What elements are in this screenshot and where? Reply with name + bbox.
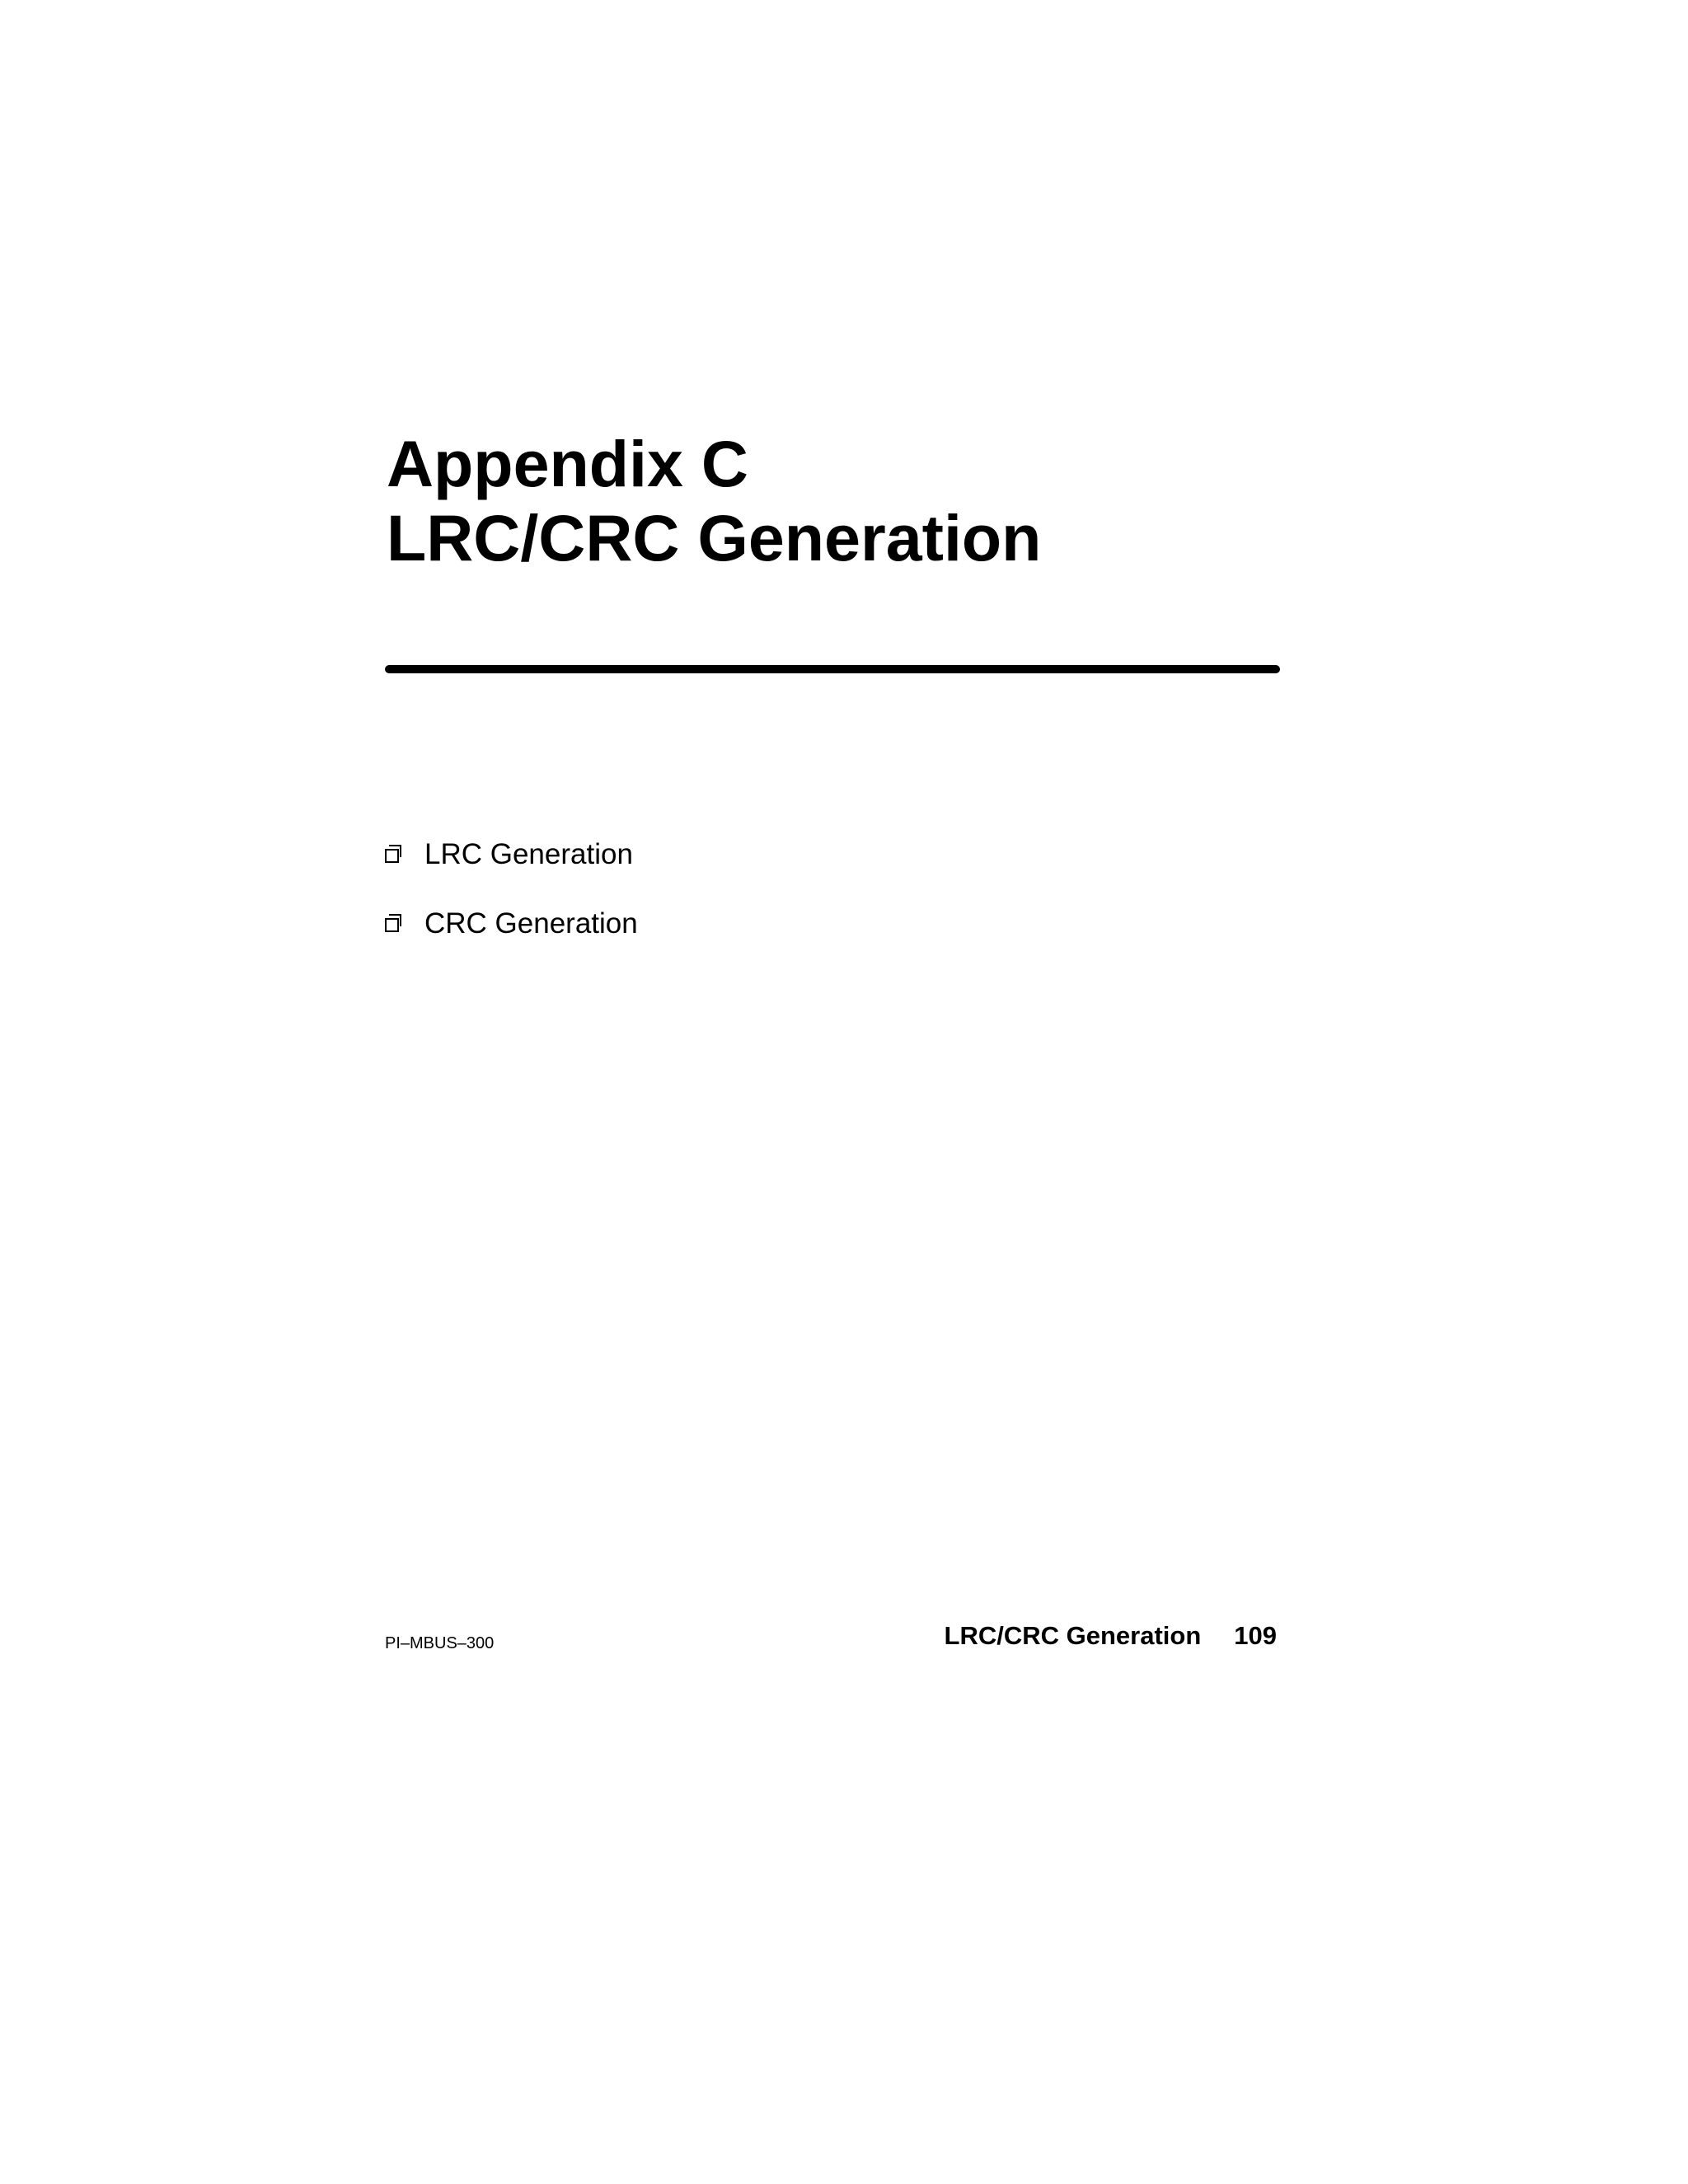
- appendix-heading: [387, 427, 1293, 575]
- contents-item-lrc-generation: [385, 820, 638, 889]
- contents-item-label: LRC Generation: [424, 838, 633, 870]
- page-number: 109: [1234, 1621, 1277, 1650]
- hollow-square-bullet-icon: [385, 845, 405, 865]
- heading-divider-rule: [385, 665, 1280, 673]
- appendix-title: Appendix C: [387, 427, 748, 500]
- hollow-square-bullet-icon: [385, 914, 405, 934]
- appendix-contents-list: [385, 820, 638, 958]
- footer-running-header: [945, 1621, 1277, 1651]
- footer-document-id: PI–MBUS–300: [385, 1634, 495, 1652]
- footer-running-title: LRC/CRC Generation: [944, 1621, 1202, 1650]
- contents-item-label: CRC Generation: [424, 907, 638, 940]
- appendix-subtitle: LRC/CRC Generation: [387, 501, 1042, 574]
- contents-item-crc-generation: [385, 889, 638, 958]
